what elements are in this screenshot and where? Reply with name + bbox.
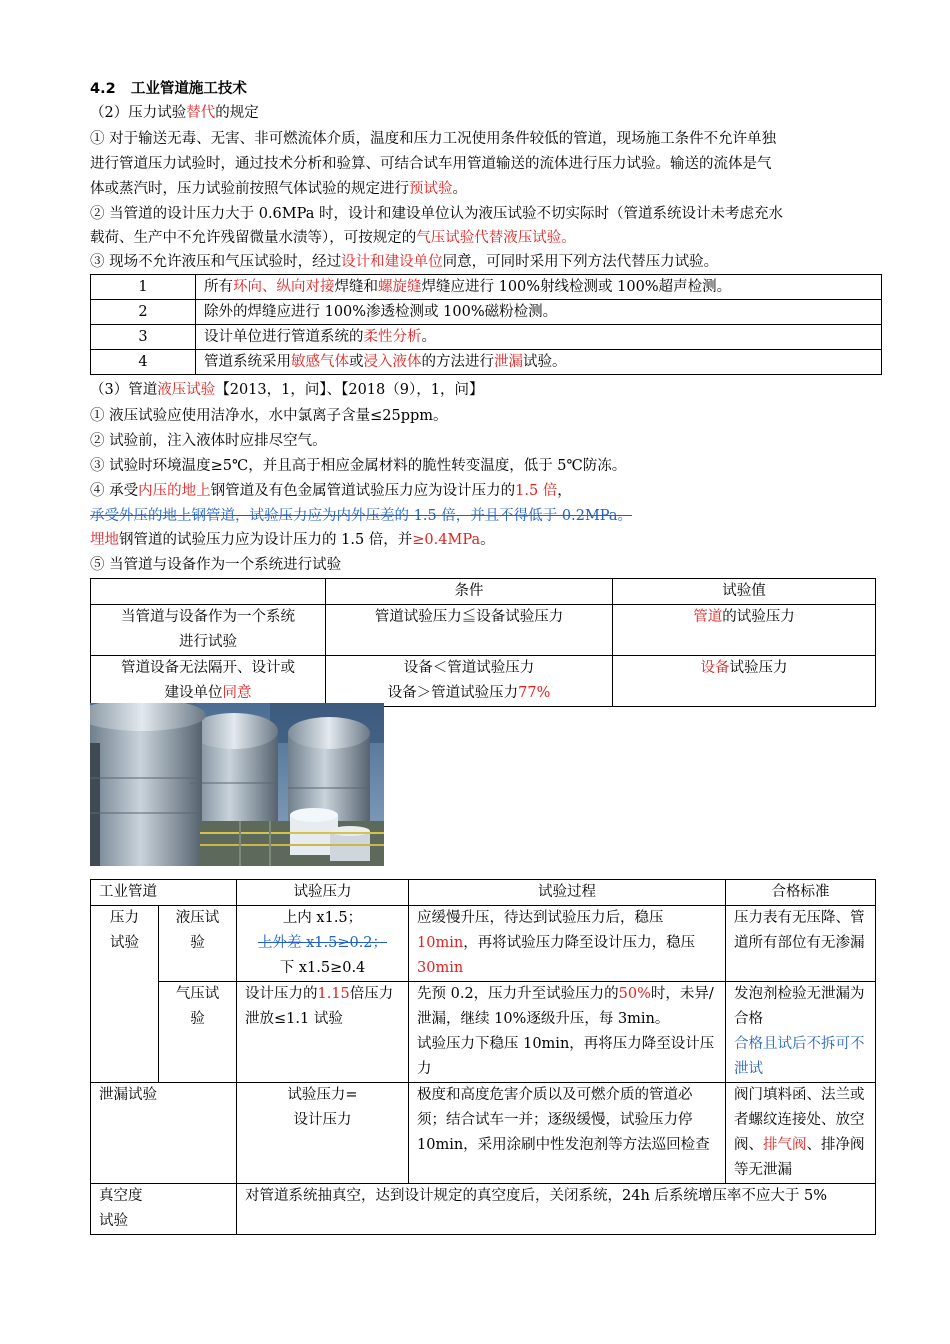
hydro-rule-5: ⑤ 当管道与设备作为一个系统进行试验 <box>90 557 342 573</box>
hydro-rule-1: ① 液压试验应使用洁净水，水中氯离子含量≤25ppm。 <box>90 408 448 424</box>
para-1-line-2: 进行管道压力试验时，通过技术分析和验算、可结合试车用管道输送的流体进行压力试验。输送的流体是气 <box>90 156 772 172</box>
heading-number: 4.2 <box>90 81 116 97</box>
tanks-illustration <box>90 703 384 866</box>
hydro-rule-4: ④ 承受内压的地上钢管道及有色金属管道试验压力应为设计压力的1.5 倍， <box>90 483 572 499</box>
para-2-line-2: 载荷、生产中不允许残留微量水渍等），可按规定的气压试验代替液压试验。 <box>90 230 576 246</box>
hydro-rule-3: ③ 试验时环境温度≥5℃，并且高于相应金属材料的脆性转变温度，低于 5℃防冻。 <box>90 458 627 474</box>
section-heading <box>90 77 880 101</box>
hydro-rule-2: ② 试验前，注入液体时应排尽空气。 <box>90 433 327 449</box>
subsection-2-title: （2）压力试验替代的规定 <box>90 105 259 121</box>
table-row: 2 除外的焊缝应进行 100%渗透检测或 100%磁粉检测。 <box>91 300 882 325</box>
hydro-rule-external-pressure: 承受外压的地上钢管道，试验压力应为内外压差的 1.5 倍，并且不得低于 0.2MPa。 <box>90 508 633 524</box>
para-3: ③ 现场不允许液压和气压试验时，经过设计和建设单位同意，可同时采用下列方法代替压力试验。 <box>90 254 719 270</box>
pressure-test-summary-table <box>90 879 876 1235</box>
para-1-line-3: 体或蒸汽时，压力试验前按照气体试验的规定进行预试验。 <box>90 181 467 197</box>
table-row-leak: 泄漏试验 试验压力= 设计压力 极度和高度危害介质以及可燃介质的管道必须；结合试车一并；逐级缓慢，试验压力停 10min，采用涂刷中性发泡剂等方法巡回检查 阀门填料函、法兰或者螺纹连接处、放空阀、排气阀、排净阀等无泄漏 <box>91 1083 876 1184</box>
table-row: 3 设计单位进行管道系统的柔性分析。 <box>91 325 882 350</box>
hydro-rule-buried: 埋地钢管道的试验压力应为设计压力的 1.5 倍，并≥0.4MPa。 <box>90 532 495 548</box>
table-row-pneumatic: 气压试 验 设计压力的1.15倍压力泄放≤1.1 试验 先预 0.2，压力升至试验压力的50%时，未异/泄漏，继续 10%逐级升压，每 3min。 试验压力下稳压 10min，再将压力降至设计压力 发泡剂检验无泄漏为合格 合格且试后不拆可不泄试 <box>91 982 876 1083</box>
table-row: 条件 试验值 <box>91 579 876 605</box>
table-row: 当管道与设备作为一个系统 进行试验 管道试验压力≦设备试验压力 管道的试验压力 <box>91 605 876 656</box>
table-row: 管道设备无法隔开、设计或 建设单位同意 设备＜管道试验压力 设备＞管道试验压力77% 设备试验压力 <box>91 656 876 707</box>
para-2-line-1: ② 当管道的设计压力大于 0.6MPa 时，设计和建设单位认为液压试验不切实际时（管道系统设计未考虑充水 <box>90 206 783 222</box>
table-row-vacuum: 真空度 试验 对管道系统抽真空，达到设计规定的真空度后，关闭系统，24h 后系统增压率不应大于 5% <box>91 1184 876 1235</box>
table-header-row: 工业管道 试验压力 试验过程 合格标准 <box>91 880 876 906</box>
table-row: 4 管道系统采用敏感气体或浸入液体的方法进行泄漏试验。 <box>91 350 882 375</box>
heading-title: 工业管道施工技术 <box>130 81 247 97</box>
system-test-table <box>90 578 876 707</box>
table-row: 1 所有环向、纵向对接焊缝和螺旋缝焊缝应进行 100%射线检测或 100%超声检测。 <box>91 275 882 300</box>
alternative-methods-table <box>90 274 882 375</box>
subsection-3-title: （3）管道液压试验【2013，1，问】、【2018（9），1，问】 <box>90 382 484 398</box>
table-row-hydro: 压力 试验 液压试 验 上内 x1.5； 上外差 x1.5≥0.2； 下 x1.5≥0.4 应缓慢升压，待达到试验压力后，稳压10min，再将试验压力降至设计压力，稳压30min 压力表有无压降、管道所有部位有无渗漏 <box>91 906 876 982</box>
storage-tanks-photo <box>90 703 384 866</box>
para-1-line-1: ① 对于输送无毒、无害、非可燃流体介质，温度和压力工况使用条件较低的管道，现场施工条件不允许单独 <box>90 131 777 147</box>
